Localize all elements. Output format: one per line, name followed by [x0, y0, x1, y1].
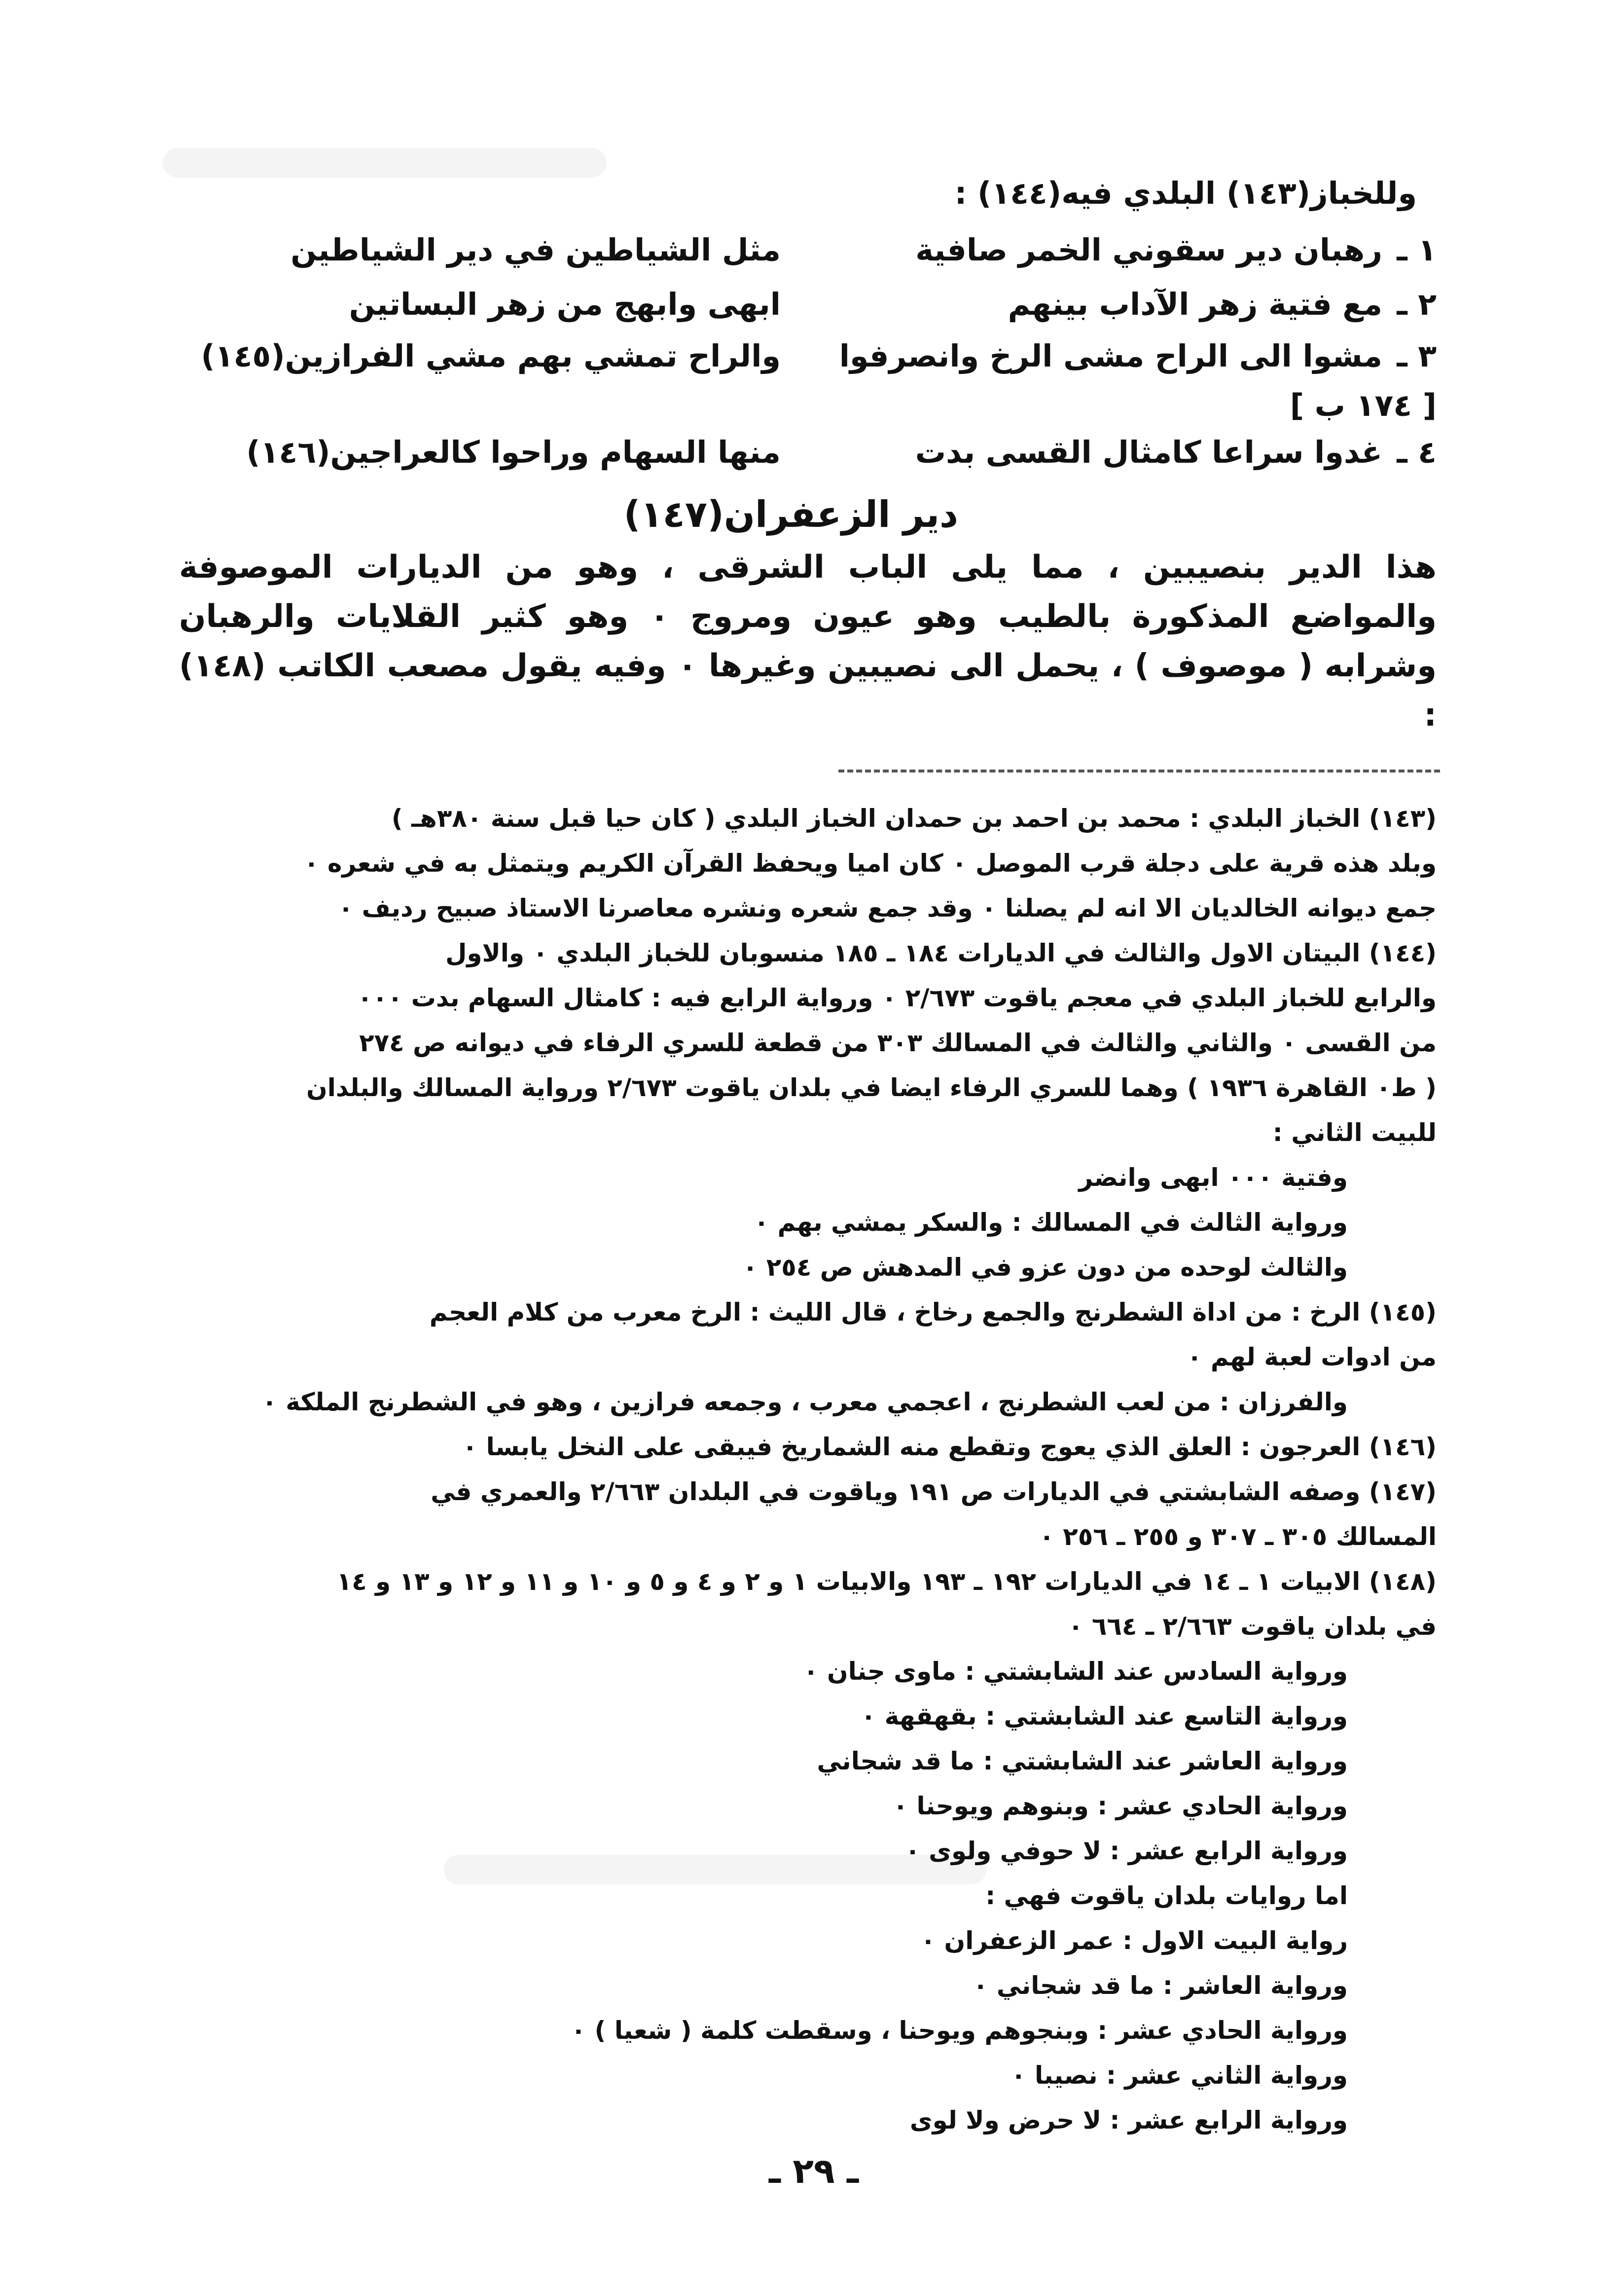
poem-intro: وللخباز(١٤٣) البلدي فيه(١٤٤) :: [954, 175, 1417, 211]
footnote-line: والرابع للخباز البلدي في معجم ياقوت ٢/٦٧٣ ٠ ورواية الرابع فيه : كامثال السهام بدت ٠٠٠: [357, 984, 1437, 1012]
footnote-line: في بلدان ياقوت ٢/٦٦٣ ـ ٦٦٤ ٠: [1068, 1612, 1437, 1641]
page-reference: [ ١٧٤ ب ]: [1290, 387, 1437, 423]
footnote-line: وبلد هذه قرية على دجلة قرب الموصل ٠ كان اميا ويحفظ القرآن الكريم ويتمثل به في شعره ٠: [304, 849, 1437, 878]
poem-verse-4: [154, 434, 1437, 488]
footnote-line: ورواية الرابع عشر : لا حوفي ولوى ٠: [905, 1837, 1348, 1865]
footnote-line: من ادوات لعبة لهم ٠: [1187, 1343, 1437, 1371]
verse-number: ١ ـ: [1397, 232, 1437, 268]
verse-number: ٢ ـ: [1397, 286, 1437, 322]
footnote-separator: [838, 770, 1440, 773]
footnote-line: ورواية العاشر : ما قد شجاني ٠: [973, 1971, 1348, 2000]
footnote-line: ورواية الحادي عشر : وبنجوهم ويوحنا ، وسقطت كلمة ( شعيا ) ٠: [571, 2016, 1348, 2045]
verse-first-hemistich: غدوا سراعا كامثال القسى بدت: [915, 434, 1382, 470]
footnote-line: جمع ديوانه الخالديان الا انه لم يصلنا ٠ وقد جمع شعره ونشره معاصرنا الاستاذ صبيح رديف ٠: [338, 894, 1437, 922]
verse-first-hemistich: مع فتية زهر الآداب بينهم: [1008, 286, 1382, 322]
footnote-line: (١٤٥) الرخ : من اداة الشطرنج والجمع رخاخ ، قال الليث : الرخ معرب من كلام العجم: [429, 1298, 1437, 1326]
page-number: ـ ٢٩ ـ: [768, 2151, 859, 2191]
footnote-line: (١٤٤) البيتان الاول والثالث في الديارات ١٨٤ ـ ١٨٥ منسوبان للخباز البلدي ٠ والاول: [445, 939, 1437, 967]
poem-verse-1: [154, 232, 1437, 286]
footnote-line: والفرزان : من لعب الشطرنج ، اعجمي معرب ، وجمعه فرازين ، وهو في الشطرنج الملكة ٠: [262, 1388, 1348, 1416]
footnote-line: ورواية الحادي عشر : وبنوهم ويوحنا ٠: [893, 1792, 1348, 1820]
footnote-line: ورواية التاسع عند الشابشتي : بقهقهة ٠: [861, 1702, 1348, 1730]
verse-first-hemistich: رهبان دير سقوني الخمر صافية: [915, 232, 1382, 268]
verse-second-hemistich: مثل الشياطين في دير الشياطين: [290, 232, 781, 268]
verse-first-hemistich: مشوا الى الراح مشى الرخ وانصرفوا: [839, 338, 1382, 374]
footnote-line: والثالث لوحده من دون عزو في المدهش ص ٢٥٤ ٠: [742, 1253, 1348, 1282]
main-paragraph: هذا الدير بنصيبين ، مما يلى الباب الشرقى ، وهو من الديارات الموصوفة والمواضع المذكورة بالطيب وهو عيون ومروج ٠ وهو كثير القلايات والرهبان وشرابه ( موصوف ) ، يحمل الى نصيبين وغيرها ٠ وفيه يقول مصعب الكاتب (١٤٨) :: [179, 549, 1437, 734]
verse-second-hemistich: والراح تمشي بهم مشي الفرازين(١٤٥): [201, 338, 781, 374]
footnote-line: ورواية الثاني عشر : نصيبا ٠: [1011, 2061, 1348, 2090]
footnote-line: (١٤٦) العرجون : العلق الذي يعوج وتقطع منه الشماريخ فيبقى على النخل يابسا ٠: [462, 1433, 1437, 1461]
section-title: دير الزعفران(١٤٧): [623, 493, 958, 536]
footnote-line: رواية البيت الاول : عمر الزعفران ٠: [920, 1926, 1348, 1955]
footnote-line: (١٤٨) الابيات ١ ـ ١٤ في الديارات ١٩٢ ـ ١٩٣ والابيات ١ و ٢ و ٤ و ٥ و ١٠ و ١١ و ١٢ و ١٣ و ١٤: [336, 1567, 1437, 1596]
footnote-line: (١٤٣) الخباز البلدي : محمد بن احمد بن حمدان الخباز البلدي ( كان حيا قبل سنة ٣٨٠هـ ): [391, 804, 1437, 833]
footnote-line: للبيت الثاني :: [1272, 1118, 1437, 1147]
footnote-line: اما روايات بلدان ياقوت فهي :: [985, 1881, 1348, 1910]
verse-number: ٣ ـ: [1397, 338, 1437, 374]
scan-smudge: [163, 148, 607, 178]
poem-verse-2: [154, 286, 1437, 340]
footnote-line: ورواية الرابع عشر : لا حرض ولا لوى: [909, 2106, 1348, 2135]
verse-second-hemistich: منها السهام وراحوا كالعراجين(١٤٦): [246, 434, 781, 470]
verse-second-hemistich: ابهى وابهج من زهر البساتين: [349, 286, 781, 322]
footnote-line: (١٤٧) وصفه الشابشتي في الديارات ص ١٩١ وياقوت في البلدان ٢/٦٦٣ والعمري في: [431, 1477, 1437, 1506]
footnote-line: ورواية العاشر عند الشابشتي : ما قد شجاني: [817, 1747, 1348, 1775]
poem-verse-3: [154, 338, 1437, 392]
footnote-line: المسالك ٣٠٥ ـ ٣٠٧ و ٢٥٥ ـ ٢٥٦ ٠: [1039, 1522, 1437, 1551]
verse-number: ٤ ـ: [1397, 434, 1437, 470]
footnote-line: ( ط٠ القاهرة ١٩٣٦ ) وهما للسري الرفاء ايضا في بلدان ياقوت ٢/٦٧٣ ورواية المسالك والبلدان: [306, 1073, 1437, 1102]
footnote-line: ورواية الثالث في المسالك : والسكر يمشي بهم ٠: [754, 1208, 1348, 1237]
footnote-line: وفتية ٠٠٠ ابهى وانضر: [1079, 1163, 1348, 1192]
footnote-line: من القسى ٠ والثاني والثالث في المسالك ٣٠٣ من قطعة للسري الرفاء في ديوانه ص ٢٧٤: [359, 1029, 1437, 1057]
footnote-line: ورواية السادس عند الشابشتي : ماوى جنان ٠: [803, 1657, 1348, 1686]
